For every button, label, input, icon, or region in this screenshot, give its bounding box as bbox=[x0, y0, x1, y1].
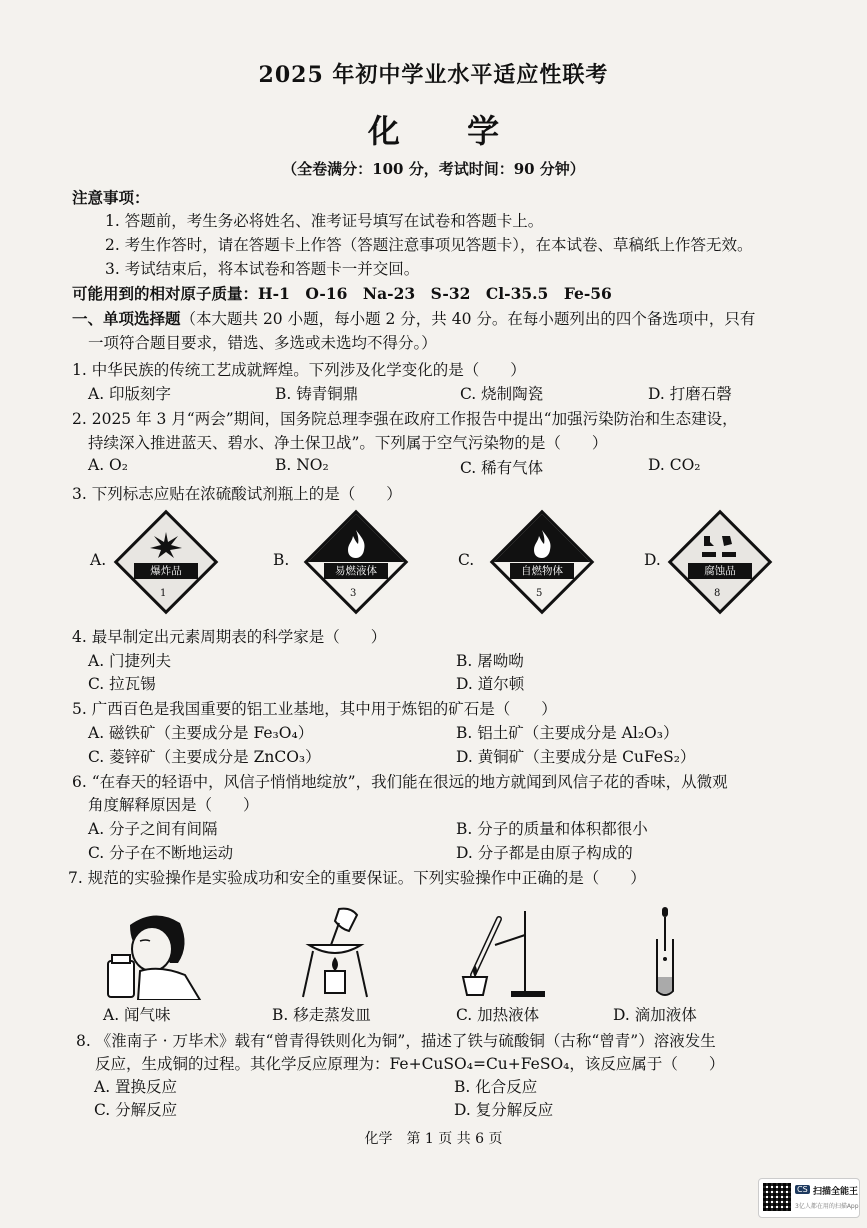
q4-option-a: A. 门捷列夫 bbox=[88, 652, 172, 670]
q1-option-a: A. 印版刻字 bbox=[88, 385, 172, 403]
sign-label: 自燃物体 bbox=[510, 563, 574, 579]
corrosive-sign bbox=[666, 508, 774, 616]
q4-option-d: D. 道尔顿 bbox=[456, 675, 525, 693]
evaporating-dish-illustration bbox=[295, 905, 375, 1000]
question-4-stem: 4. 最早制定出元素周期表的科学家是（ ） bbox=[72, 628, 387, 646]
question-8-stem: 8. 《淮南子 · 万毕术》载有“曾青得铁则化为铜”，描述了铁与硫酸铜（古称“曾青”）溶液发生 bbox=[76, 1032, 716, 1050]
explosion-icon bbox=[148, 530, 184, 560]
note-item: 2. 考生作答时，请在答题卡上作答（答题注意事项见答题卡），在本试卷、草稿纸上作答无效。 bbox=[105, 236, 753, 254]
q6-option-a: A. 分子之间有间隔 bbox=[88, 820, 218, 838]
q8-option-b: B. 化合反应 bbox=[454, 1078, 538, 1096]
q8-option-a: A. 置换反应 bbox=[94, 1078, 178, 1096]
q3-option-d: D. bbox=[644, 551, 661, 569]
note-item: 1. 答题前，考生务必将姓名、准考证号填写在试卷和答题卡上。 bbox=[105, 212, 544, 230]
q3-option-b: B. bbox=[273, 551, 290, 569]
question-6-stem-line2: 角度解释原因是（ ） bbox=[88, 796, 259, 814]
question-2-stem-line2: 持续深入推进蓝天、碧水、净土保卫战”。下列属于空气污染物的是（ ） bbox=[88, 434, 608, 452]
question-3-stem: 3. 下列标志应贴在浓硫酸试剂瓶上的是（ ） bbox=[72, 485, 402, 503]
page-footer: 化学 第 1 页 共 6 页 bbox=[364, 1131, 503, 1147]
q8-option-c: C. 分解反应 bbox=[94, 1101, 178, 1119]
q3-option-c: C. bbox=[458, 551, 475, 569]
sign-number: 1 bbox=[160, 588, 167, 599]
flame-icon bbox=[528, 528, 556, 560]
cs-logo: CS bbox=[797, 1185, 808, 1194]
q6-option-d: D. 分子都是由原子构成的 bbox=[456, 844, 633, 862]
q5-option-d: D. 黄铜矿（主要成分是 CuFeS₂） bbox=[456, 748, 696, 766]
q7-option-b: B. 移走蒸发皿 bbox=[272, 1006, 371, 1024]
q3-option-a: A. bbox=[90, 551, 107, 569]
flame-icon bbox=[342, 528, 370, 560]
q2-option-d: D. CO₂ bbox=[648, 456, 701, 474]
question-1-stem: 1. 中华民族的传统工艺成就辉煌。下列涉及化学变化的是（ ） bbox=[72, 361, 526, 379]
notes-heading: 注意事项： bbox=[72, 188, 150, 207]
q7-option-d: D. 滴加液体 bbox=[613, 1006, 697, 1024]
q5-option-c: C. 菱锌矿（主要成分是 ZnCO₃） bbox=[88, 748, 321, 766]
scanner-app-name: 扫描全能王 bbox=[813, 1187, 859, 1197]
note-item: 3. 考试结束后，将本试卷和答题卡一并交回。 bbox=[105, 260, 420, 278]
q2-option-b: B. NO₂ bbox=[275, 456, 329, 474]
sign-number: 8 bbox=[714, 588, 721, 599]
section-heading: 一、单项选择题（本大题共 20 小题，每小题 2 分，共 40 分。在每小题列出的四个备选项中，只有 bbox=[72, 309, 756, 328]
q4-option-c: C. 拉瓦锡 bbox=[88, 675, 156, 693]
heating-liquid-illustration bbox=[455, 905, 550, 1000]
q7-option-c: C. 加热液体 bbox=[456, 1006, 540, 1024]
question-5-stem: 5. 广西百色是我国重要的铝工业基地，其中用于炼铝的矿石是（ ） bbox=[72, 700, 557, 718]
subject-title: 化 学 bbox=[367, 112, 528, 150]
q7-option-a: A. 闻气味 bbox=[103, 1006, 171, 1024]
section-heading-line2: 一项符合题目要求，错选、多选或未选均不得分。） bbox=[88, 334, 437, 352]
q6-option-c: C. 分子在不断地运动 bbox=[88, 844, 234, 862]
exam-info: （全卷满分：100 分，考试时间：90 分钟） bbox=[282, 160, 585, 178]
smell-gas-illustration bbox=[100, 905, 210, 1000]
sign-label: 易燃液体 bbox=[324, 563, 388, 579]
question-6-stem: 6. “在春天的轻语中，风信子悄悄地绽放”，我们能在很远的地方就闻到风信子花的香味，从微观 bbox=[72, 773, 728, 791]
section-desc: （本大题共 20 小题，每小题 2 分，共 40 分。在每小题列出的四个备选项中，只有 bbox=[180, 310, 756, 328]
question-8-stem-line2: 反应，生成铜的过程。其化学反应原理为：Fe+CuSO₄=Cu+FeSO₄，该反应属于（ ） bbox=[95, 1055, 725, 1073]
sign-label: 爆炸品 bbox=[134, 563, 198, 579]
q8-option-d: D. 复分解反应 bbox=[454, 1101, 554, 1119]
sign-number: 5 bbox=[536, 588, 543, 599]
spontaneous-combustion-sign bbox=[488, 508, 596, 616]
q4-option-b: B. 屠呦呦 bbox=[456, 652, 524, 670]
corrosive-icon bbox=[700, 532, 740, 560]
question-7-stem: 7. 规范的实验操作是实验成功和安全的重要保证。下列实验操作中正确的是（ ） bbox=[68, 869, 646, 887]
scanner-tagline: 3亿人都在用的扫描App bbox=[795, 1203, 859, 1210]
atomic-masses: 可能用到的相对原子质量：H-1 O-16 Na-23 S-32 Cl-35.5 Fe-56 bbox=[72, 284, 612, 303]
q1-option-d: D. 打磨石磬 bbox=[648, 385, 732, 403]
q6-option-b: B. 分子的质量和体积都很小 bbox=[456, 820, 648, 838]
explosive-hazard-sign bbox=[112, 508, 220, 616]
q1-option-c: C. 烧制陶瓷 bbox=[460, 385, 544, 403]
q5-option-a: A. 磁铁矿（主要成分是 Fe₃O₄） bbox=[88, 724, 314, 742]
q1-option-b: B. 铸青铜鼎 bbox=[275, 385, 359, 403]
exam-title: 2025 年初中学业水平适应性联考 bbox=[258, 62, 609, 88]
qr-code-icon bbox=[763, 1183, 791, 1211]
dropping-liquid-illustration bbox=[645, 905, 685, 1000]
q5-option-b: B. 铝土矿（主要成分是 Al₂O₃） bbox=[456, 724, 679, 742]
question-2-stem: 2. 2025 年 3 月“两会”期间，国务院总理李强在政府工作报告中提出“加强污染防治和生态建设， bbox=[72, 410, 738, 428]
sign-number: 3 bbox=[350, 588, 357, 599]
q2-option-c: C. 稀有气体 bbox=[460, 459, 544, 477]
scanner-watermark bbox=[758, 1178, 860, 1218]
flammable-liquid-sign bbox=[302, 508, 410, 616]
sign-label: 腐蚀品 bbox=[688, 563, 752, 579]
q2-option-a: A. O₂ bbox=[88, 456, 128, 474]
